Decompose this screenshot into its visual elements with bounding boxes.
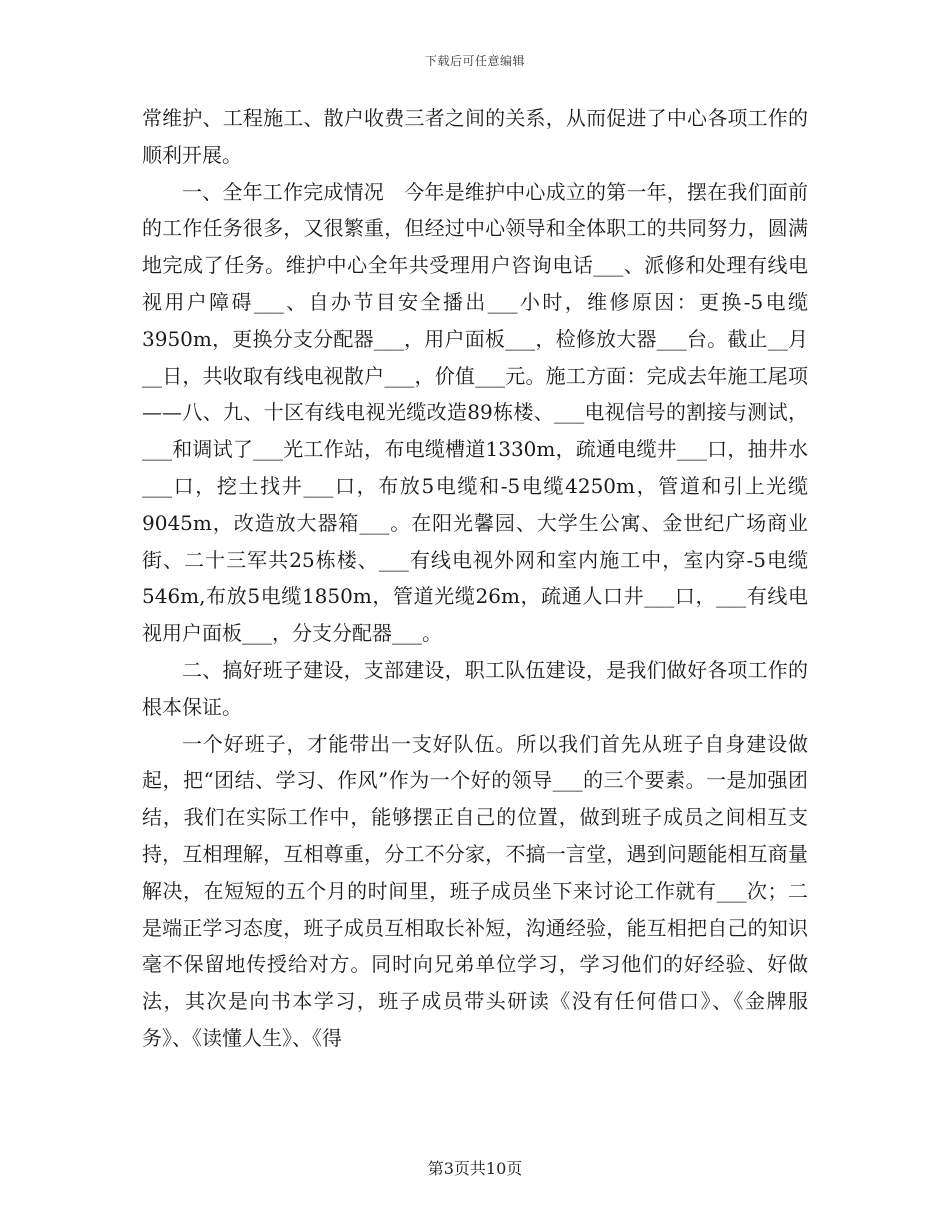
- paragraph-continuation: 常维护、工程施工、散户收费三者之间的关系，从而促进了中心各项工作的顺利开展。: [142, 106, 808, 167]
- paragraph-team-building: 二、搞好班子建设，支部建设，职工队伍建设，是我们做好各项工作的根本保证。: [142, 657, 808, 719]
- page-header: 下载后可任意编辑: [424, 54, 525, 68]
- paragraph-good-team: 一个好班子，才能带出一支好队伍。所以我们首先从班子自身建设做起，把“团结、学习、作风”作为一个好的领导___的三个要素。一是加强团结，我们在实际工作中，能够摆正自己的位置，做到班子成员之间相互支持，互相理解，互相尊重，分工不分家，不搞一言堂，遇到问题能相互商量解决，在短短的五个月的时间里，班子成员坐下来讨论工作就有___次；二是端正学习态度，班子成员互相取长补短，沟通经验，能互相把自己的知识毫不保留地传授给对方。同时向兄弟单位学习，学习他们的好经验、好做法，其次是向书本学习，班子成员带头研读《没有任何借口》、《金牌服务》、《读懂人生》、《得: [142, 731, 808, 1050]
- document-body: [142, 100, 808, 1057]
- paragraph-annual-work: 一、全年工作完成情况 今年是维护中心成立的第一年，摆在我们面前的工作任务很多，又很繁重，但经过中心领导和全体职工的共同努力，圆满地完成了任务。维护中心全年共受理用户咨询电话___、派修和处理有线电视用户障碍___、自办节目安全播出___小时，维修原因：更换-5电缆3950m，更换分支分配器___，用户面板___，检修放大器___台。截止__月__日，共收取有线电视散户___，价值___元。施工方面：完成去年施工尾项——八、九、十区有线电视光缆改造89栋楼、___电视信号的割接与测试，___和调试了___光工作站，布电缆槽道1330m，疏通电缆井___口，抽井水___口，挖土找井___口，布放5电缆和-5电缆4250m，管道和引上光缆9045m，改造放大器箱___。在阳光馨园、大学生公寓、金世纪广场商业街、二十三军共25栋楼、___有线电视外网和室内施工中，室内穿-5电缆546m,布放5电缆1850m，管道光缆26m，疏通人口井___口，___有线电视用户面板___，分支分配器___。: [142, 179, 808, 646]
- page-number: 第3页共10页: [427, 1159, 523, 1178]
